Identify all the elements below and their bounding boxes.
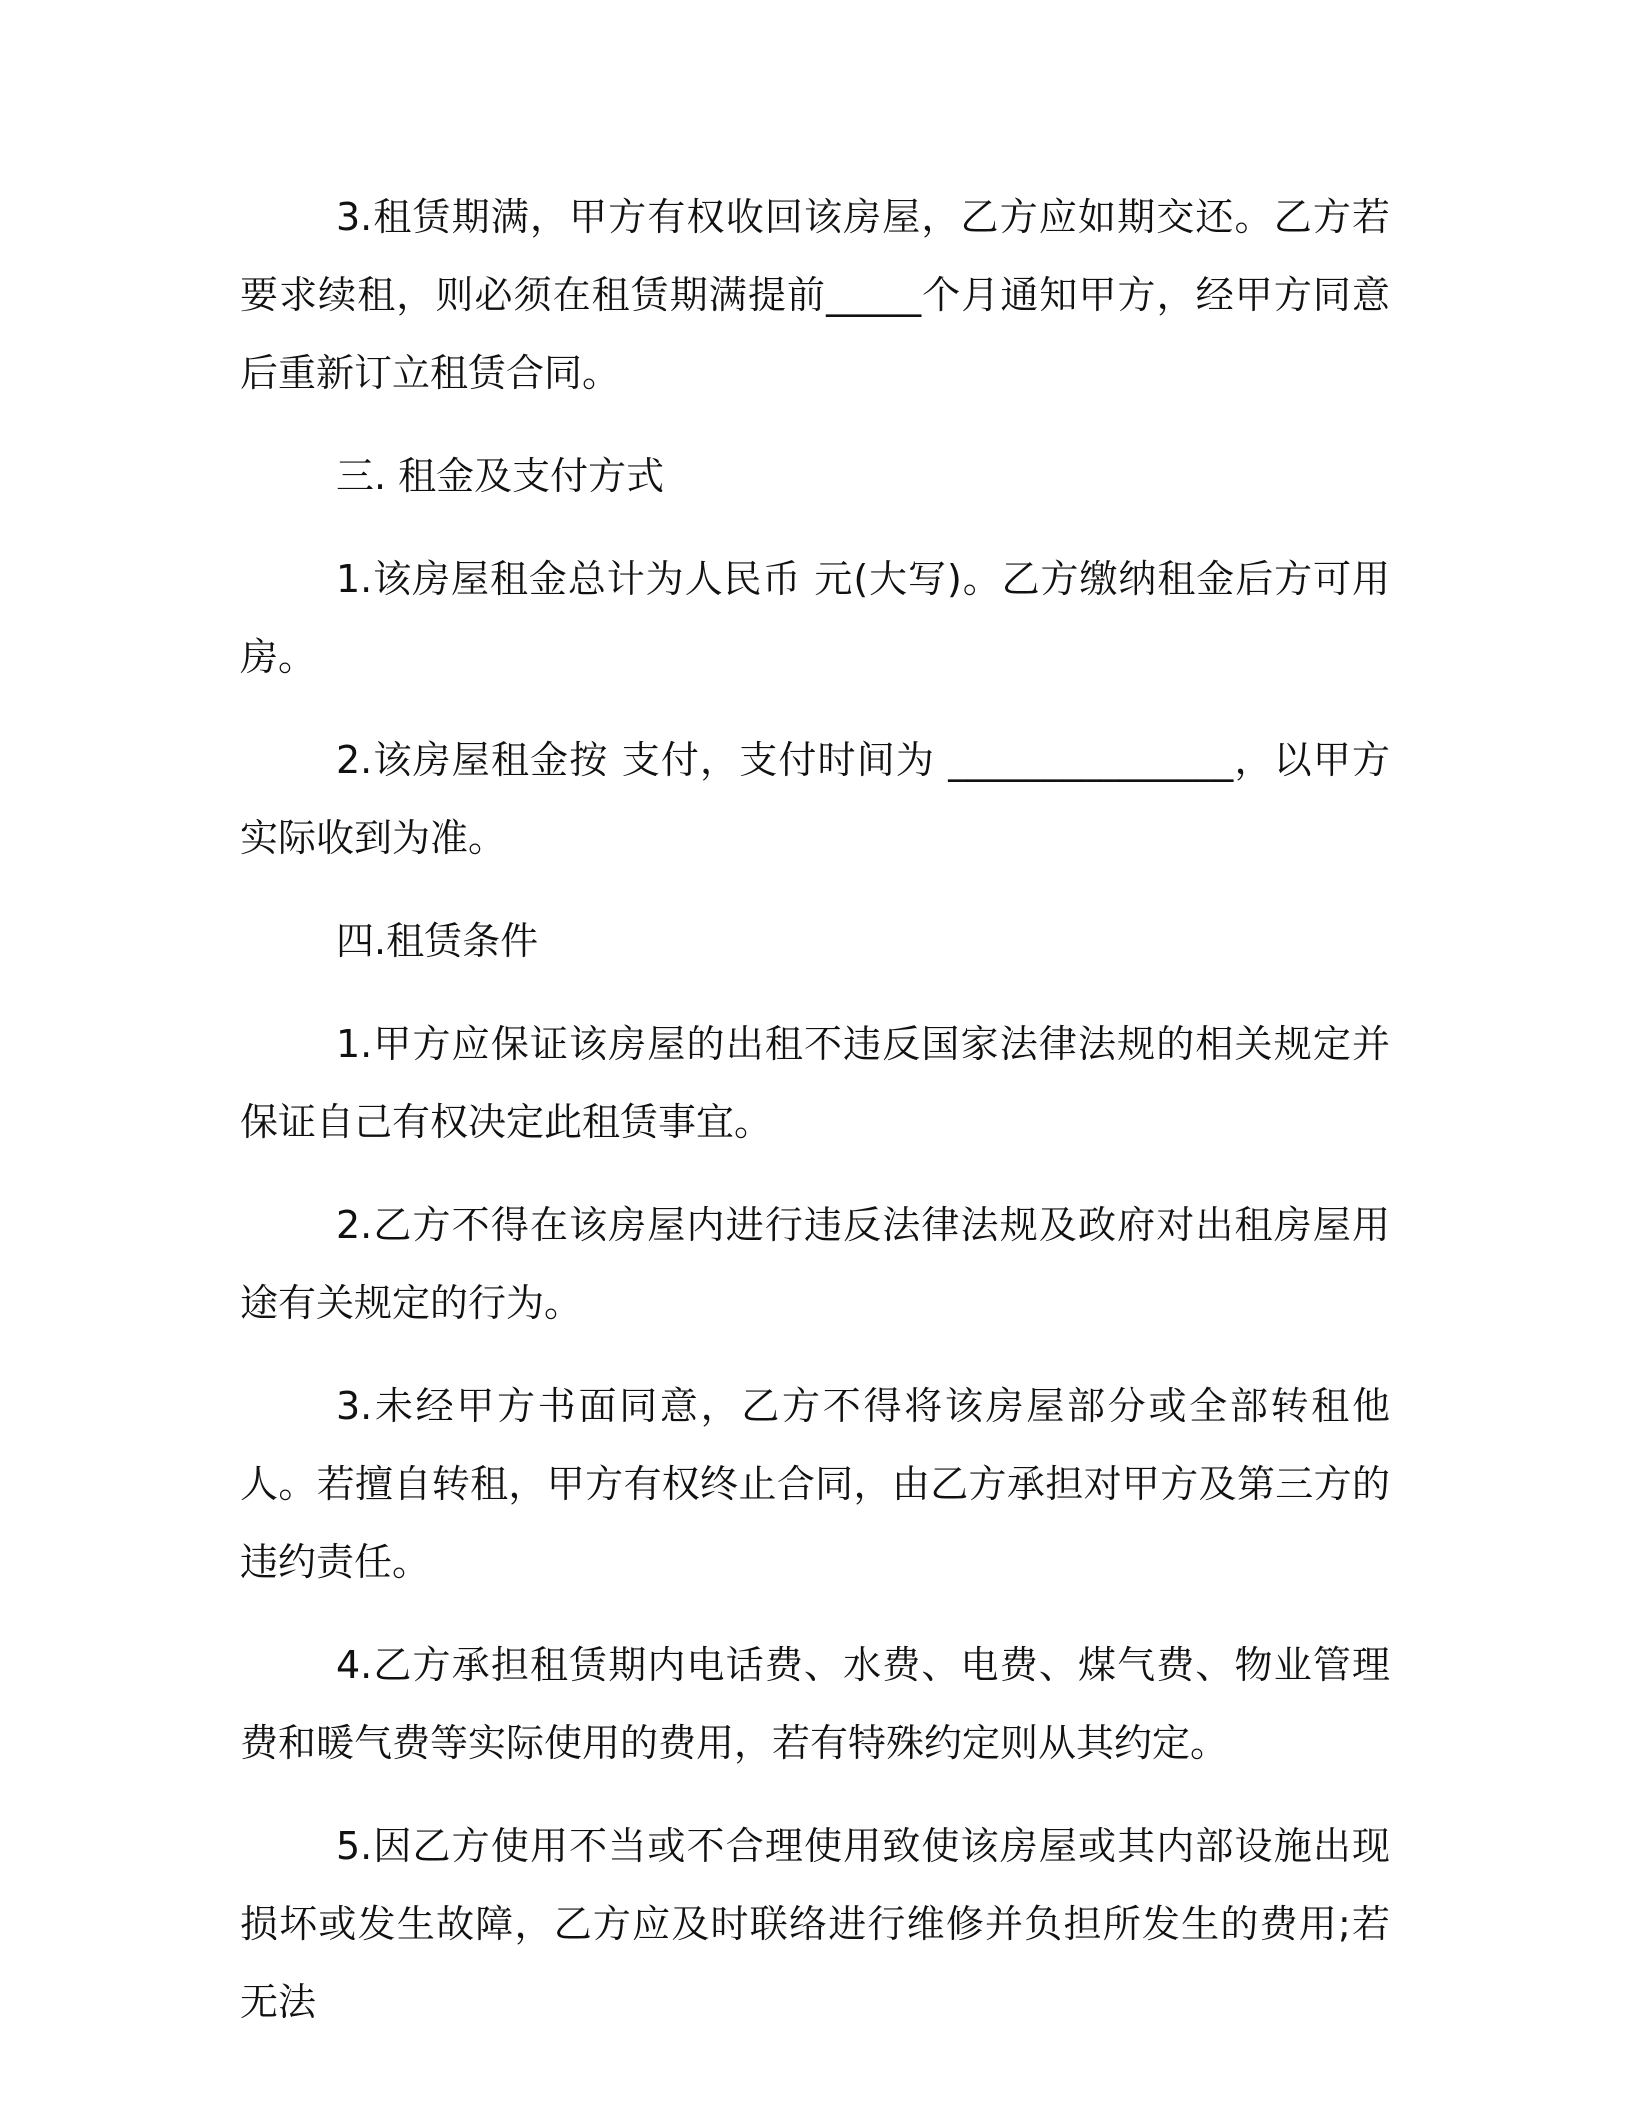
clause-4-2-no-illegal-use: 2.乙方不得在该房屋内进行违反法律法规及政府对出租房屋用途有关规定的行为。	[240, 1203, 1390, 1325]
clause-3-2-payment-time: 2.该房屋租金按 支付，支付时间为 _______________，以甲方实际收到为准。	[240, 738, 1390, 860]
clause-4-5-damage-repair: 5.因乙方使用不当或不合理使用致使该房屋或其内部设施出现损坏或发生故障，乙方应及时联络进行维修并负担所发生的费用;若无法	[240, 1824, 1390, 2024]
document-body	[240, 178, 1390, 2066]
section-heading-rent-payment: 三. 租金及支付方式	[336, 454, 665, 498]
clause-4-3-no-sublet: 3.未经甲方书面同意，乙方不得将该房屋部分或全部转租他人。若擅自转租，甲方有权终止合同，由乙方承担对甲方及第三方的违约责任。	[240, 1384, 1390, 1584]
clause-4-4-utility-fees: 4.乙方承担租赁期内电话费、水费、电费、煤气费、物业管理费和暖气费等实际使用的费用，若有特殊约定则从其约定。	[240, 1643, 1390, 1765]
clause-3-1-rent-total: 1.该房屋租金总计为人民币 元(大写)。乙方缴纳租金后方可用房。	[240, 557, 1390, 679]
clause-2-3-renewal: 3.租赁期满，甲方有权收回该房屋，乙方应如期交还。乙方若要求续租，则必须在租赁期满提前_____个月通知甲方，经甲方同意后重新订立租赁合同。	[240, 195, 1390, 395]
clause-4-1-legal-compliance: 1.甲方应保证该房屋的出租不违反国家法律法规的相关规定并保证自己有权决定此租赁事宜。	[240, 1022, 1390, 1144]
section-heading-lease-conditions: 四.租赁条件	[336, 919, 539, 963]
